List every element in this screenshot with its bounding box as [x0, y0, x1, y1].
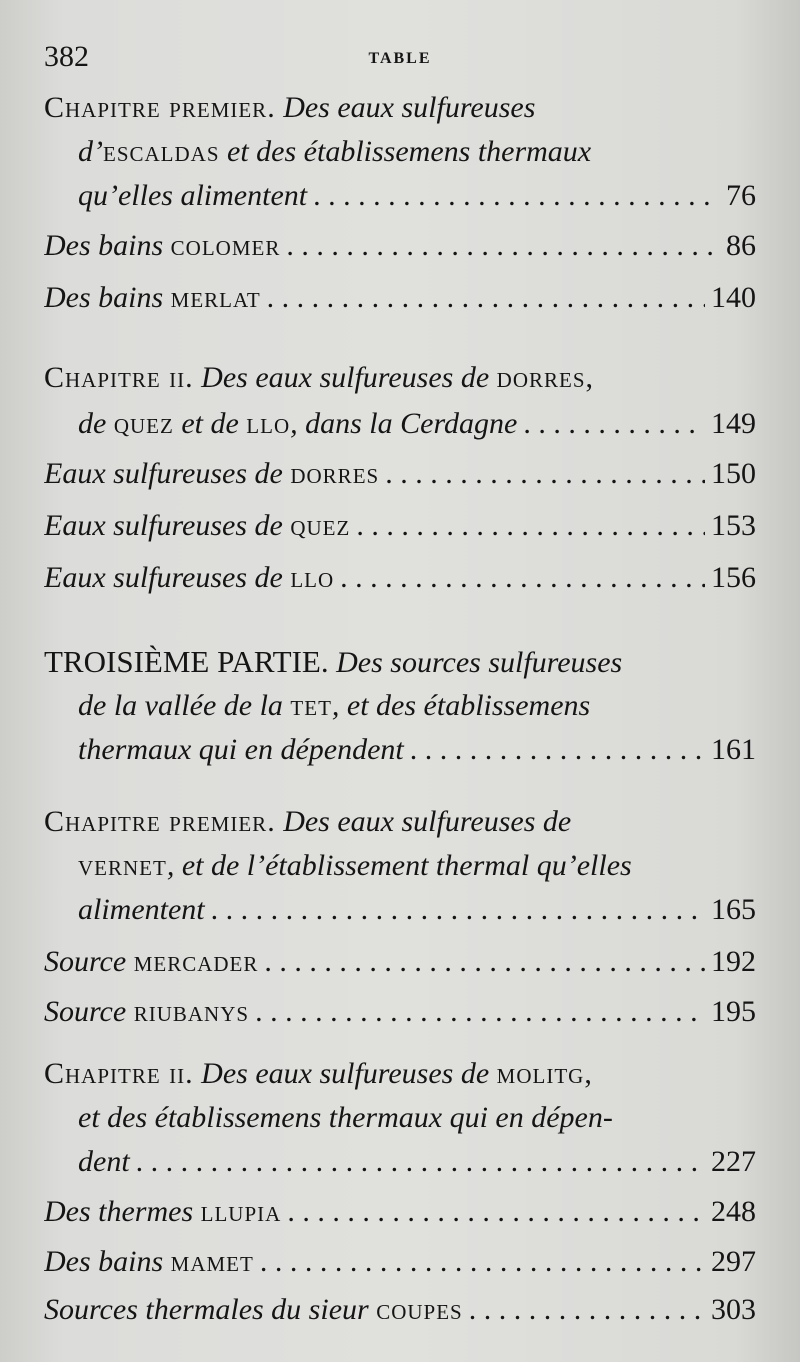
entry-page: 248: [711, 1195, 756, 1228]
entry-page: 76: [726, 179, 756, 212]
place-name: quez: [113, 407, 174, 440]
entry-page: 140: [711, 281, 756, 314]
page-header: [44, 40, 756, 80]
leader-dots: [313, 174, 720, 218]
entry-page: 86: [726, 229, 756, 262]
entry-text: Eaux sulfureuses de: [44, 457, 291, 490]
leader-dots: [385, 452, 705, 496]
place-name: riubanys: [133, 995, 250, 1028]
chapter-label: Chapitre ii.: [44, 361, 194, 394]
place-name: mamet: [170, 1245, 254, 1278]
entry-text: Eaux sulfureuses de: [44, 561, 291, 594]
place-name: coupes: [376, 1293, 463, 1326]
entry-text: Sources thermales du sieur: [44, 1293, 377, 1326]
toc-entry: [78, 888, 756, 932]
text: de: [78, 407, 114, 440]
entry-page: 150: [711, 457, 756, 490]
toc-entry: [44, 1288, 756, 1332]
leader-dots: [136, 1140, 705, 1184]
toc-line: [44, 1052, 756, 1096]
entry-text: thermaux qui en dépendent: [78, 733, 404, 766]
place-name: llo: [290, 561, 335, 594]
entry-page: 297: [711, 1245, 756, 1278]
entry-text: Eaux sulfureuses de: [44, 509, 291, 542]
leader-dots: [340, 556, 705, 600]
toc-line: [44, 800, 756, 844]
chapter-title: Des eaux sulfureuses de: [193, 361, 497, 394]
text: de la vallée de la: [78, 689, 291, 722]
toc-entry: [78, 174, 756, 218]
place-name: mercader: [133, 945, 259, 978]
leader-dots: [410, 728, 705, 772]
running-title: TABLE: [368, 50, 432, 67]
entry-text: Des thermes: [44, 1195, 201, 1228]
chapter-title: Des eaux sulfureuses de: [193, 1057, 497, 1090]
leader-dots: [255, 990, 705, 1034]
entry-text: alimentent: [78, 893, 205, 926]
entry-text: Source: [44, 945, 134, 978]
toc-entry: [44, 990, 756, 1034]
entry-page: 156: [711, 561, 756, 594]
toc-line: [44, 640, 756, 684]
place-name: molitg,: [496, 1057, 593, 1090]
text: et des établissemens thermaux qui en dépen-: [78, 1101, 613, 1134]
leader-dots: [211, 888, 705, 932]
toc-line: [44, 86, 756, 130]
entry-page: 161: [711, 733, 756, 766]
entry-text: Des bains: [44, 281, 171, 314]
entry-text: dent: [78, 1145, 130, 1178]
toc-entry: [44, 1240, 756, 1284]
toc-line: [78, 684, 756, 728]
place-name: tet: [290, 689, 332, 722]
leader-dots: [260, 1240, 705, 1284]
entry-page: 165: [711, 893, 756, 926]
entry-page: 303: [711, 1293, 756, 1326]
place-name: escaldas: [103, 135, 220, 168]
text: , et des établissemens: [331, 689, 591, 722]
toc-entry: [78, 402, 756, 446]
place-name: merlat: [170, 281, 261, 314]
chapter-label: Chapitre ii.: [44, 1057, 194, 1090]
part-heading: TROISIÈME PARTIE.: [44, 644, 329, 679]
toc-entry: [44, 504, 756, 548]
text: et de: [173, 407, 247, 440]
toc-entry: [78, 728, 756, 772]
entry-page: 153: [711, 509, 756, 542]
toc-line: [78, 1096, 756, 1140]
part-title: Des sources sulfureuses: [328, 646, 623, 679]
chapter-title: Des eaux sulfureuses: [275, 91, 536, 124]
leader-dots: [356, 504, 705, 548]
leader-dots: [286, 224, 720, 268]
leader-dots: [469, 1288, 705, 1332]
toc-entry: [44, 276, 756, 320]
toc-entry: [44, 1190, 756, 1234]
chapter-label: Chapitre premier.: [44, 805, 276, 838]
place-name: dorres,: [496, 361, 595, 394]
toc-line: [44, 356, 756, 400]
chapter-title: Des eaux sulfureuses de: [275, 805, 572, 838]
place-name: vernet: [78, 849, 167, 882]
toc-entry: [44, 224, 756, 268]
text: d’: [78, 135, 103, 168]
toc-line: [78, 130, 756, 174]
text: , dans la Cerdagne: [290, 407, 518, 440]
place-name: quez: [290, 509, 351, 542]
entry-text: Des bains: [44, 1245, 171, 1278]
page-number: 382: [44, 40, 89, 73]
leader-dots: [264, 940, 705, 984]
text: , et de l’établissement thermal qu’elles: [166, 849, 632, 882]
toc-entry: [44, 556, 756, 600]
toc-entry: [44, 940, 756, 984]
leader-dots: [523, 402, 705, 446]
toc-entry: [78, 1140, 756, 1184]
entry-text: qu’elles alimentent: [78, 179, 308, 212]
place-name: llo: [246, 407, 291, 440]
place-name: llupia: [200, 1195, 282, 1228]
place-name: dorres: [290, 457, 380, 490]
entry-page: 149: [711, 407, 756, 440]
toc-line: [78, 844, 756, 888]
entry-page: 227: [711, 1145, 756, 1178]
text: et des établissemens thermaux: [219, 135, 592, 168]
leader-dots: [287, 1190, 705, 1234]
chapter-label: Chapitre premier.: [44, 91, 276, 124]
entry-page: 192: [711, 945, 756, 978]
entry-text: Source: [44, 995, 134, 1028]
entry-page: 195: [711, 995, 756, 1028]
leader-dots: [267, 276, 705, 320]
place-name: colomer: [170, 229, 281, 262]
toc-entry: [44, 452, 756, 496]
entry-text: Des bains: [44, 229, 171, 262]
